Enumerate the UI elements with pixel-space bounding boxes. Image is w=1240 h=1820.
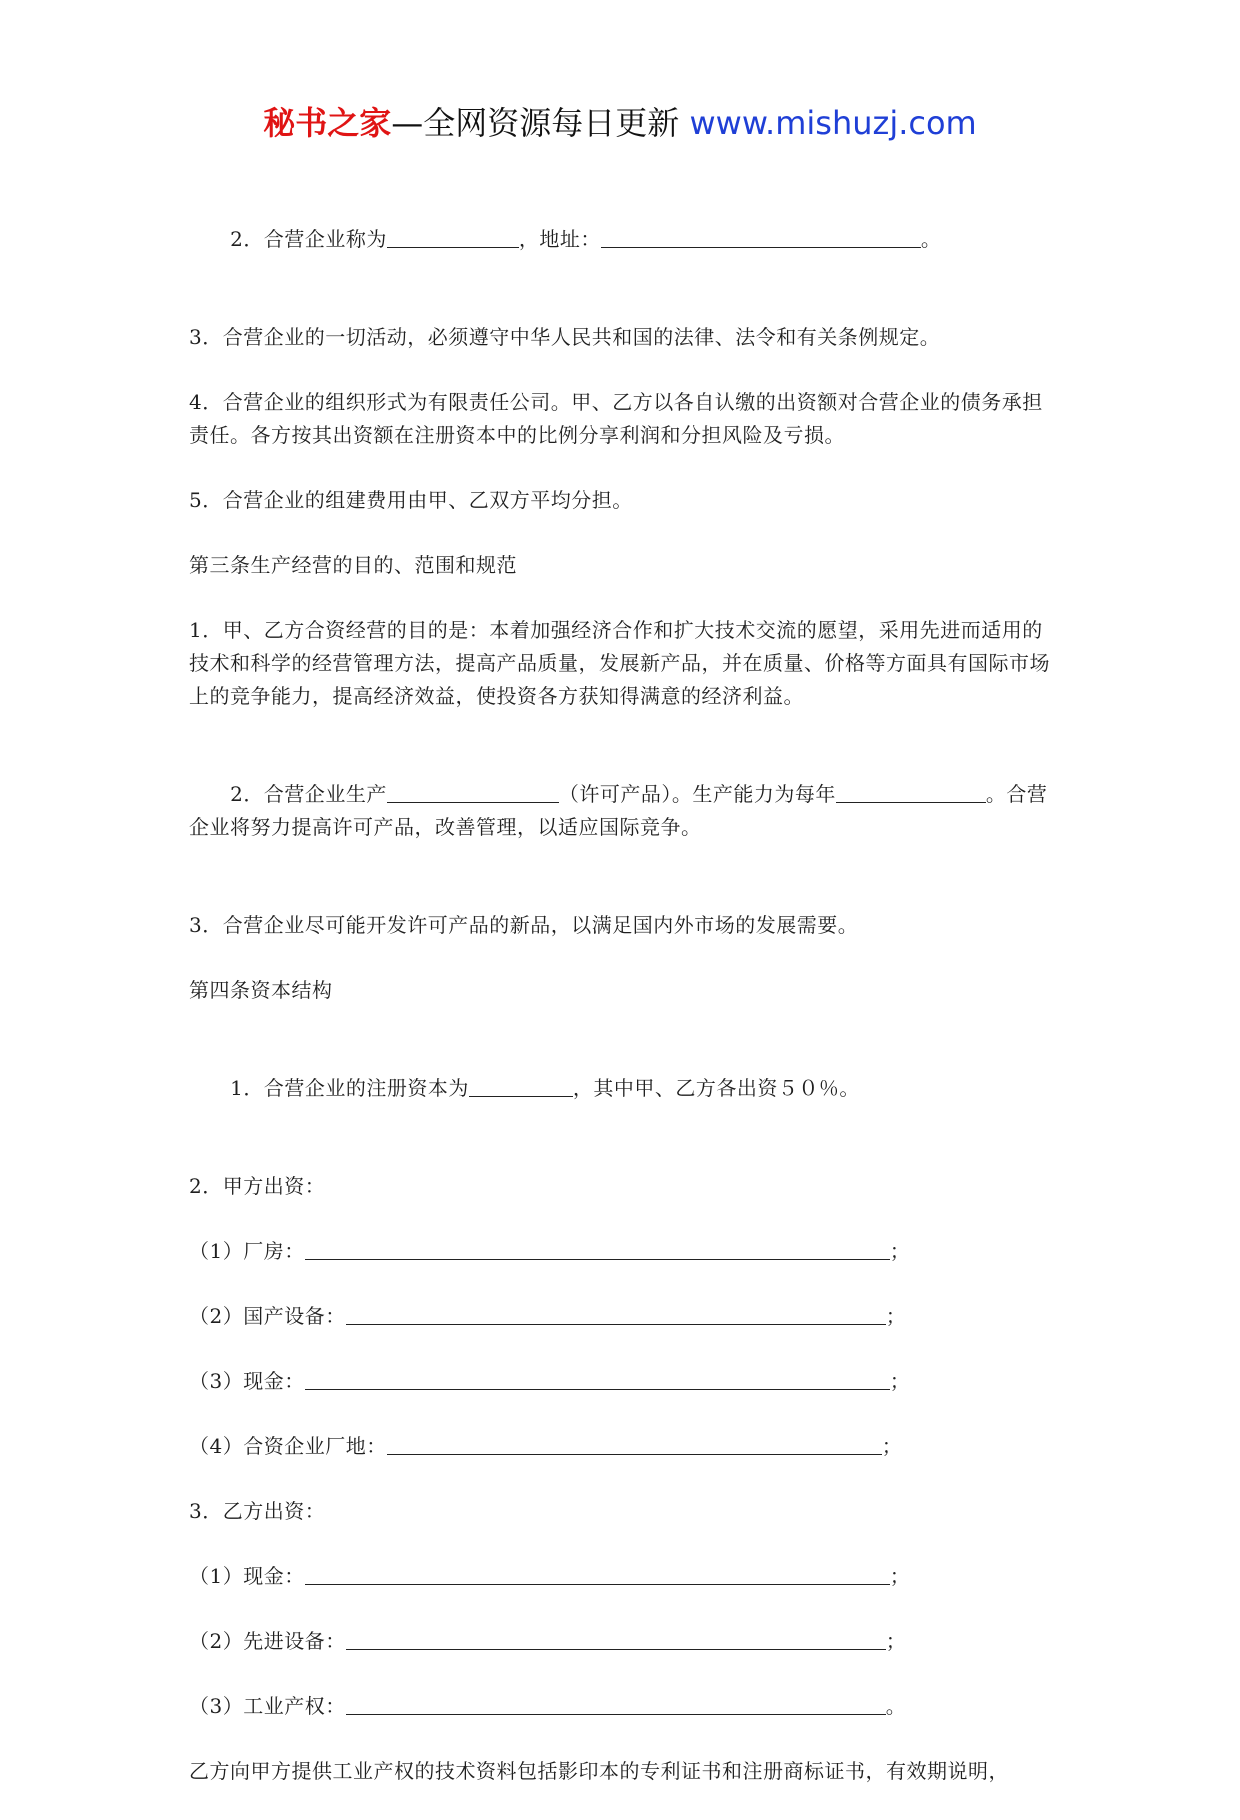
clause-text: ，地址： — [518, 227, 601, 251]
clause-text: 1．合营企业的注册资本为 — [230, 1076, 469, 1100]
section-heading-4: 第四条资本结构 — [189, 978, 333, 1002]
section-heading-3: 第三条生产经营的目的、范围和规范 — [189, 553, 517, 577]
site-brand: 秘书之家 — [263, 104, 392, 142]
item-end: ； — [885, 1629, 907, 1653]
item-label: （4）合资企业厂地： — [189, 1434, 387, 1458]
item-label: （2）先进设备： — [189, 1629, 346, 1653]
blank-field — [305, 1237, 890, 1260]
item-end: ； — [881, 1434, 903, 1458]
blank-field — [836, 780, 986, 803]
party-b-contributions — [189, 1560, 1054, 1723]
item-label: （3）工业产权： — [189, 1694, 346, 1718]
item-label: （1）厂房： — [189, 1239, 305, 1263]
blank-field — [346, 1627, 886, 1650]
contribution-item — [189, 1365, 1054, 1398]
clause-text: ，其中甲、乙方各出资５０％。 — [572, 1076, 860, 1100]
item-label: （3）现金： — [189, 1369, 305, 1393]
item-label: （1）现金： — [189, 1564, 305, 1588]
party-a-contributions — [189, 1235, 1054, 1463]
item-end: ； — [889, 1564, 911, 1588]
item-end: 。 — [885, 1694, 907, 1718]
blank-field — [346, 1692, 886, 1715]
clause-2-5: 5．合营企业的组建费用由甲、乙双方平均分担。 — [189, 488, 633, 512]
blank-field — [387, 225, 519, 248]
clause-4-1 — [189, 1039, 1054, 1138]
clause-text: 2．合营企业称为 — [230, 227, 387, 251]
item-end: ； — [885, 1304, 907, 1328]
clause-2-2 — [189, 190, 1054, 289]
site-slogan: —全网资源每日更新 — [391, 104, 680, 142]
site-header — [0, 102, 1240, 144]
clause-3-3: 3．合营企业尽可能开发许可产品的新品，以满足国内外市场的发展需要。 — [189, 913, 859, 937]
blank-field — [346, 1302, 886, 1325]
contribution-item — [189, 1235, 1054, 1268]
blank-field — [387, 780, 559, 803]
site-url-link[interactable]: www.mishuzj.com — [689, 104, 977, 142]
contribution-item — [189, 1625, 1054, 1658]
document-body — [189, 190, 1054, 1820]
contribution-item — [189, 1690, 1054, 1723]
contribution-item — [189, 1300, 1054, 1333]
clause-text: （许可产品）。生产能力为每年 — [558, 782, 836, 806]
clause-2-3: 3．合营企业的一切活动，必须遵守中华人民共和国的法律、法令和有关条例规定。 — [189, 325, 941, 349]
clause-text: 。 — [920, 227, 942, 251]
clause-text: 。合营企业将努力提高许可产品，改善管理，以适应国际竞争。 — [189, 782, 1048, 839]
contribution-item — [189, 1430, 1054, 1463]
blank-field — [387, 1432, 882, 1455]
contribution-item — [189, 1560, 1054, 1593]
item-end: ； — [889, 1369, 911, 1393]
blank-field — [469, 1074, 573, 1097]
clause-text: 2．合营企业生产 — [230, 782, 387, 806]
blank-field — [305, 1562, 890, 1585]
clause-2-4: 4．合营企业的组织形式为有限责任公司。甲、乙方以各自认缴的出资额对合营企业的债务承担责任。各方按其出资额在注册资本中的比例分享利润和分担风险及亏损。 — [189, 390, 1043, 447]
blank-field — [601, 225, 921, 248]
item-label: （2）国产设备： — [189, 1304, 346, 1328]
clause-4-3-note: 乙方向甲方提供工业产权的技术资料包括影印本的专利证书和注册商标证书，有效期说明， — [189, 1759, 1009, 1783]
item-end: ； — [889, 1239, 911, 1263]
clause-3-1: 1．甲、乙方合资经营的目的是：本着加强经济合作和扩大技术交流的愿望，采用先进而适用的技术和科学的经营管理方法，提高产品质量，发展新产品，并在质量、价格等方面具有国际市场上的竞争能力，提高经济效益，使投资各方获知得满意的经济利益。 — [189, 618, 1050, 708]
clause-4-2: 2．甲方出资： — [189, 1174, 326, 1198]
blank-field — [305, 1367, 890, 1390]
clause-4-3: 3．乙方出资： — [189, 1499, 326, 1523]
clause-3-2 — [189, 745, 1054, 877]
